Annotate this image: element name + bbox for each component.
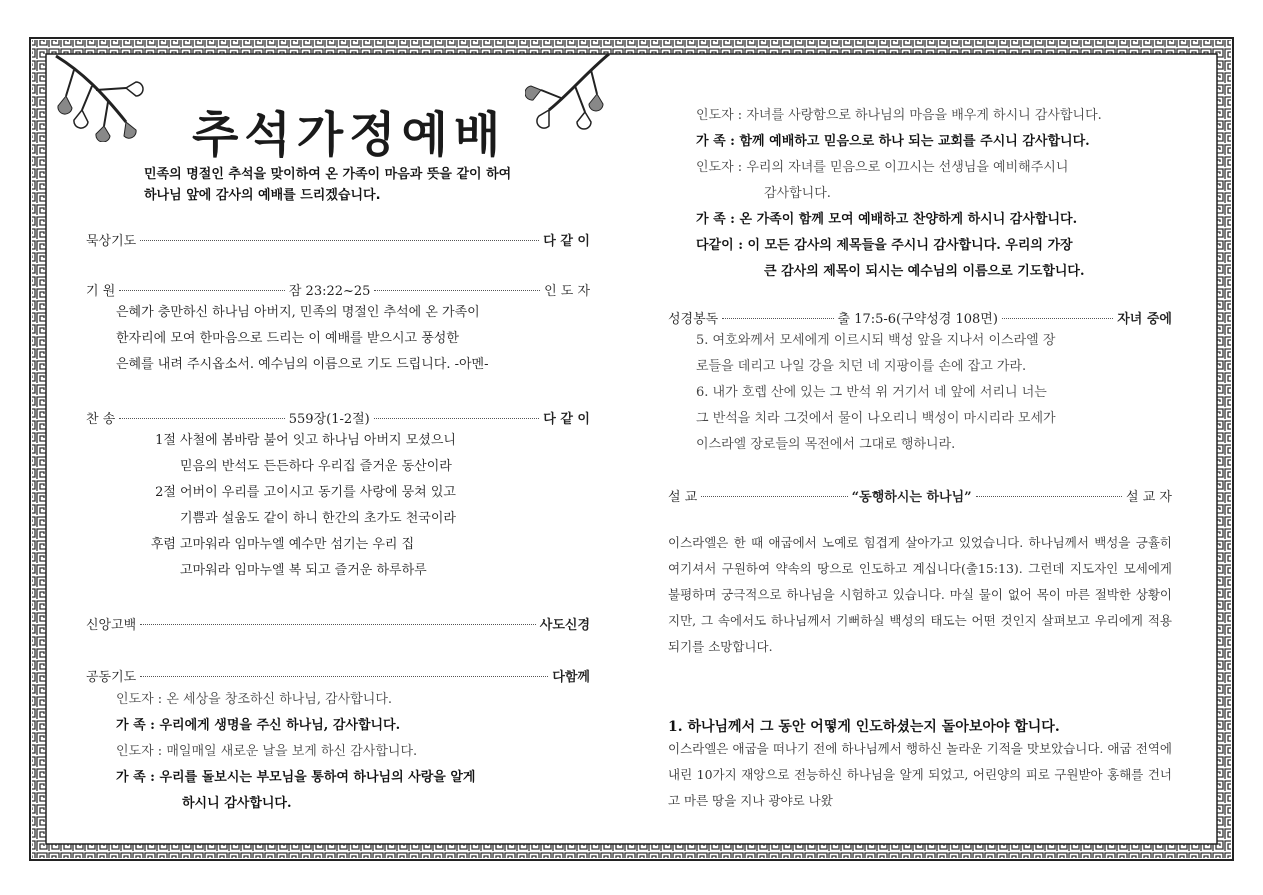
sermon-point-1-paragraph: 이스라엘은 애굽을 떠나기 전에 하나님께서 행하신 놀라운 기적을 맛보았습니다. 애굽 전역에 내린 10가지 재앙으로 전능하신 하나님을 알게 되었고, 어린양의 피로 구원받아 홍해를 건너고 마른 땅을 지나 광야로 나왔 [668,741,1172,808]
invocation-line: 기 원 잠 23:22~25 인 도 자 [86,284,591,299]
left-branch-ornament [52,52,162,142]
scripture-line: 성경봉독 출 17:5-6(구약성경 108면) 자녀 중에 [668,312,1172,327]
sermon-point-1: 1. 하나님께서 그 동안 어떻게 인도하셨는지 돌아보아야 합니다. [668,719,1060,735]
sermon-line: 설 교 “동행하시는 하나님” 설 교 자 [668,490,1172,505]
prayer-line-3: 인도자 : 매일매일 새로운 날을 보게 하신 감사합니다. [116,744,418,759]
creed-line: 신앙고백 사도신경 [86,618,590,633]
intro-text: 민족의 명절인 추석을 맞이하여 온 가족이 마음과 뜻을 같이 하여 하나님 앞에 감사의 예배를 드리겠습니다. [144,167,512,203]
response-2: 가 족 : 함께 예배하고 믿음으로 하나 되는 교회를 주시니 감사합니다. [696,134,1090,149]
prayer-line-1: 인도자 : 온 세상을 창조하신 하나님, 감사합니다. [116,692,393,707]
silent-prayer-line: 묵상기도 다 같 이 [86,234,590,249]
invocation-text: 은혜가 충만하신 하나님 아버지, 민족의 명절인 추석에 온 가족이 한자리에 모여 한마음으로 드리는 이 예배를 받으시고 풍성한 은혜를 내려 주시옵소서. 예수님의 이름으로 기도 드립니다. -아멘- [116,305,489,372]
response-5: 다같이 : 이 모든 감사의 제목들을 주시니 감사합니다. 우리의 가장 [696,238,1073,253]
prayer-line-2: 가 족 : 우리에게 생명을 주신 하나님, 감사합니다. [116,718,401,733]
response-1: 인도자 : 자녀를 사랑함으로 하나님의 마음을 배우게 하시니 감사합니다. [696,108,1102,123]
right-branch-ornament [525,50,615,140]
response-3: 인도자 : 우리의 자녀를 믿음으로 이끄시는 선생님을 예비해주시니 [696,160,1069,175]
response-5-cont: 큰 감사의 제목이 되시는 예수님의 이름으로 기도합니다. [764,264,1085,279]
sermon-paragraph: 이스라엘은 한 때 애굽에서 노예로 힘겹게 살아가고 있었습니다. 하나님께서 백성을 긍휼히 여기셔서 구원하여 약속의 땅으로 인도하고 계십니다(출15:13). 그런데 지도자인 모세에게 불평하며 궁극적으로 하나님을 시험하고 있습니다. 마실 물이 없어 목이 마른 절박한 상황이지만, 그 속에서도 하나님께서 기뻐하실 백성의 태도는 어떤 것인지 살펴보고 우리에게 적용되기를 소망합니다. [668,535,1172,654]
prayer-line-4-cont: 하시니 감사합니다. [182,796,292,811]
hymn-verses: 1절 사철에 봄바람 불어 잇고 하나님 아버지 모셨으니 믿음의 반석도 든든하다 우리집 즐거운 동산이라 2절 어버이 우리를 고이시고 동기를 사랑에 뭉쳐 있고 기쁨과 설움도 같이 하니 한간의 초가도 천국이라 후렴 고마워라 임마누엘 예수만 섬기는 우리 집 고마워라 임마누엘 복 되고 즐거운 하루하루 [150,433,456,578]
hymn-line: 찬 송 559장(1-2절) 다 같 이 [86,412,590,427]
prayer-line-4: 가 족 : 우리를 돌보시는 부모님을 통하여 하나님의 사랑을 알게 [116,770,476,785]
scripture-text: 5. 여호와께서 모세에게 이르시되 백성 앞을 지나서 이스라엘 장 로들을 데리고 나일 강을 치던 네 지팡이를 손에 잡고 가라. 6. 내가 호렙 산에 있는 그 반석 위 거기서 네 앞에 서리니 너는 그 반석을 치라 그것에서 물이 나오리니 백성이 마시리라 모세가 이스라엘 장로들의 목전에서 그대로 행하니라. [696,333,1056,452]
response-3-cont: 감사합니다. [764,186,831,201]
response-4: 가 족 : 온 가족이 함께 모여 예배하고 찬양하게 하시니 감사합니다. [696,212,1078,227]
prayer-line: 공동기도 다함께 [86,670,590,685]
page-title: 추석가정예배 [192,107,507,163]
